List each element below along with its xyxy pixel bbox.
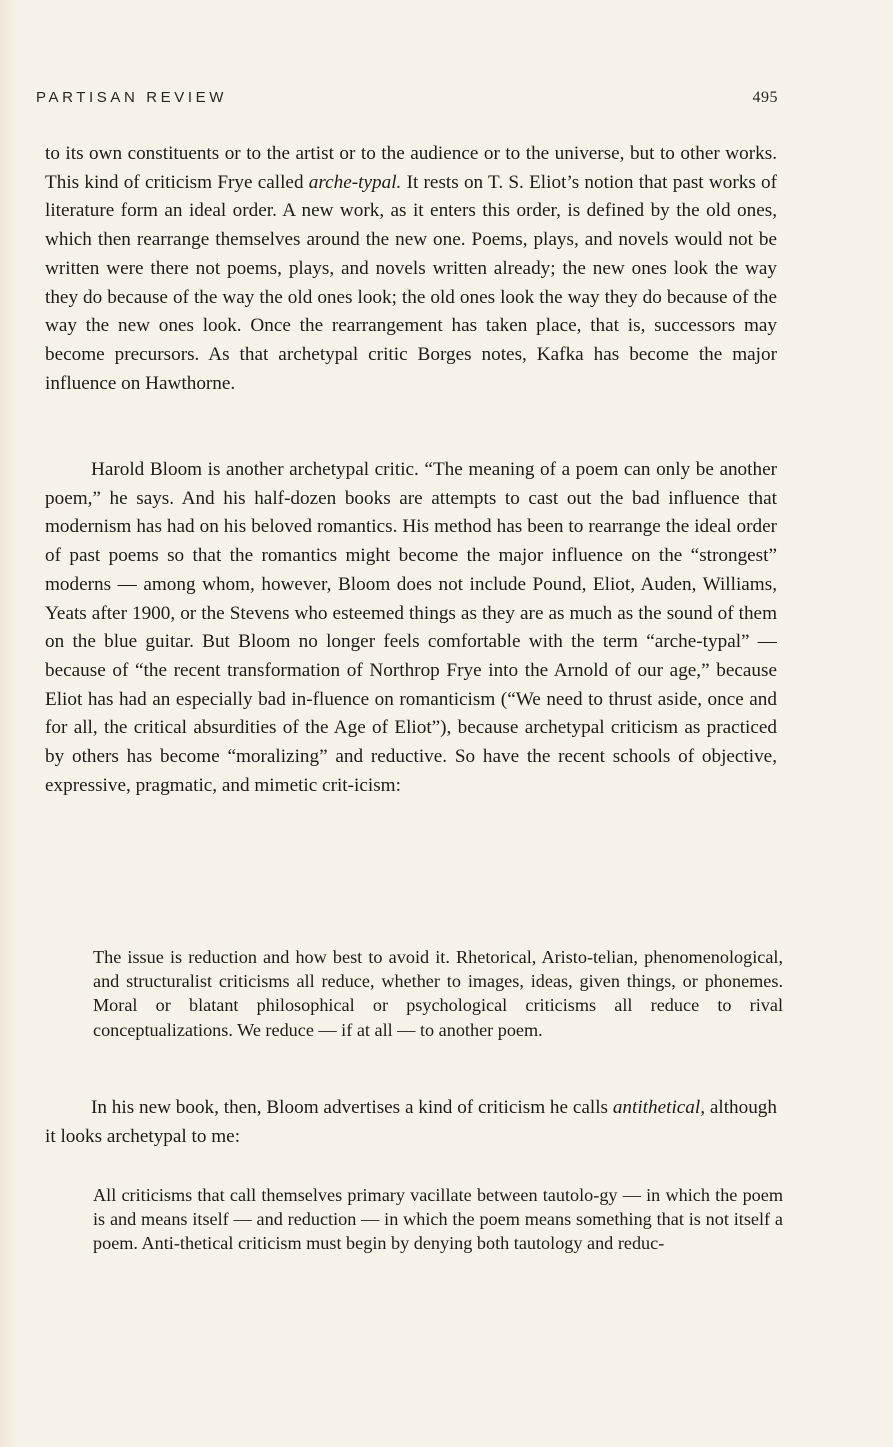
paragraph-2-text: Harold Bloom is another archetypal critic. “The meaning of a poem can only be another poem,” he says. And his half-dozen books are attempts to cast out the bad influence that modernism has had on his beloved romantics. His method has been to rearrange the ideal order of past poems so that the romantics might become the major influence on the “strongest” moderns — among whom, however, Bloom does not include Pound, Eliot, Auden, Williams, Yeats after 1900, or the Stevens who esteemed things as they are as much as the sound of them on the blue guitar. But Bloom no longer feels comfortable with the term “arche-typal” — because of “the recent transformation of Northrop Frye into the Arnold of our age,” because Eliot has had an especially bad in-fluence on romanticism (“We need to thrust aside, once and for all, the critical absurdities of the Age of Eliot”), because archetypal criticism as practiced by others has become “moralizing” and reductive. So have the recent schools of objective, expressive, pragmatic, and mimetic crit-icism:	[45, 459, 777, 796]
paragraph-1-text: to its own constituents or to the artist or to the audience or to the universe, but to other works. This kind of criticism Frye called	[45, 143, 777, 193]
paragraph-2	[45, 456, 777, 800]
italic-term-antithetical: antithetical,	[612, 1097, 706, 1118]
paragraph-3	[45, 1094, 777, 1151]
paragraph-1	[45, 140, 777, 398]
paragraph-3-text: In his new book, then, Bloom advertises a kind of criticism he calls	[91, 1097, 609, 1118]
paragraph-1-continuation: It rests on T. S. Eliot’s notion that past works of literature form an ideal order. A new work, as it enters this order, is defined by the old ones, which then rearrange themselves around the new one. Poems, plays, and novels would not be written were there not poems, plays, and novels written already; the new ones look the way they do because of the way the old ones look; the old ones look the way they do because of the way the new ones look. Once the rearrangement has taken place, that is, successors may become precursors. As that archetypal critic Borges notes, Kafka has become the major influence on Hawthorne.	[45, 171, 778, 394]
block-quote-1-text: The issue is reduction and how best to avoid it. Rhetorical, Aristo-telian, phenomenological, and structuralist criticisms all reduce, whether to images, ideas, given things, or phonemes. Moral or blatant philosophical or psychological criticisms all reduce to rival conceptualizations. We reduce — if at all — to another poem.	[93, 947, 783, 1040]
page-number: 495	[752, 89, 778, 106]
italic-term-archetypal: arche-typal.	[308, 171, 402, 193]
block-quote-2	[93, 1183, 783, 1256]
block-quote-1	[93, 945, 783, 1042]
paragraph-3-continuation: although it looks archetypal to me:	[45, 1097, 777, 1147]
page-header	[36, 89, 778, 113]
block-quote-2-text: All criticisms that call themselves primary vacillate between tautolo-gy — in which the poem is and means itself — and reduction — in which the poem means something that is not itself a poem. Anti-thetical criticism must begin by denying both tautology and reduc-	[93, 1185, 783, 1254]
running-head: PARTISAN REVIEW	[36, 89, 227, 106]
